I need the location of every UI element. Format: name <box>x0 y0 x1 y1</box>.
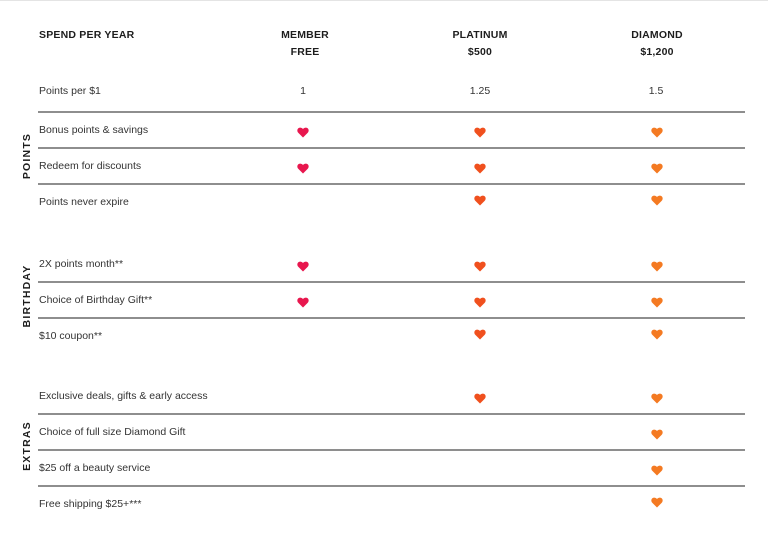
row-label: Redeem for discounts <box>39 160 142 172</box>
heart-icon-platinum <box>474 193 486 204</box>
heart-icon-diamond <box>651 295 663 306</box>
points-per-dollar-platinum: 1.25 <box>469 85 491 97</box>
row-label: Points never expire <box>39 196 129 208</box>
tier-price: FREE <box>290 46 320 58</box>
heart-icon-diamond <box>651 391 663 402</box>
top-border <box>0 0 768 1</box>
heart-icon-platinum <box>474 161 486 172</box>
tier-price: $500 <box>467 46 493 58</box>
row-divider <box>38 183 745 185</box>
row-divider <box>38 111 745 113</box>
row-label: Choice of Birthday Gift** <box>39 294 153 306</box>
heart-icon-diamond <box>651 259 663 270</box>
tier-name: PLATINUM <box>452 29 508 41</box>
row-divider <box>38 485 745 487</box>
heart-icon-member <box>297 161 309 172</box>
row-label: Free shipping $25+*** <box>39 498 142 510</box>
row-label: Choice of full size Diamond Gift <box>39 426 186 438</box>
heart-icon-platinum <box>474 259 486 270</box>
points-per-dollar-member: 1 <box>300 85 306 97</box>
row-label: 2X points month** <box>39 258 124 270</box>
heart-icon-diamond <box>651 193 663 204</box>
row-label: Exclusive deals, gifts & early access <box>39 390 208 402</box>
heart-icon-diamond <box>651 427 663 438</box>
heart-icon-member <box>297 125 309 136</box>
spend-per-year-heading: SPEND PER YEAR <box>39 29 135 41</box>
heart-icon-platinum <box>474 125 486 136</box>
tier-header-platinum <box>420 27 540 61</box>
heart-icon-platinum <box>474 391 486 402</box>
row-divider <box>38 147 745 149</box>
heart-icon-diamond <box>651 463 663 474</box>
points-per-dollar-diamond: 1.5 <box>648 85 664 97</box>
section-label-extras: EXTRAS <box>21 421 33 471</box>
heart-icon-member <box>297 295 309 306</box>
heart-icon-member <box>297 259 309 270</box>
tier-header-member <box>245 27 365 61</box>
row-label: $25 off a beauty service <box>39 462 151 474</box>
row-label: $10 coupon** <box>39 330 103 342</box>
section-label-birthday: BIRTHDAY <box>21 264 33 328</box>
tier-price: $1,200 <box>640 46 674 58</box>
tier-name: DIAMOND <box>631 29 683 41</box>
heart-icon-platinum <box>474 295 486 306</box>
row-label-points-per-dollar: Points per $1 <box>39 85 101 97</box>
heart-icon-diamond <box>651 327 663 338</box>
section-label-points: POINTS <box>21 132 33 180</box>
heart-icon-platinum <box>474 327 486 338</box>
row-divider <box>38 281 745 283</box>
row-divider <box>38 413 745 415</box>
heart-icon-diamond <box>651 161 663 172</box>
tier-header-diamond <box>597 27 717 61</box>
heart-icon-diamond <box>651 125 663 136</box>
row-divider <box>38 317 745 319</box>
heart-icon-diamond <box>651 495 663 506</box>
row-divider <box>38 449 745 451</box>
tier-name: MEMBER <box>281 29 329 41</box>
row-label: Bonus points & savings <box>39 124 149 136</box>
